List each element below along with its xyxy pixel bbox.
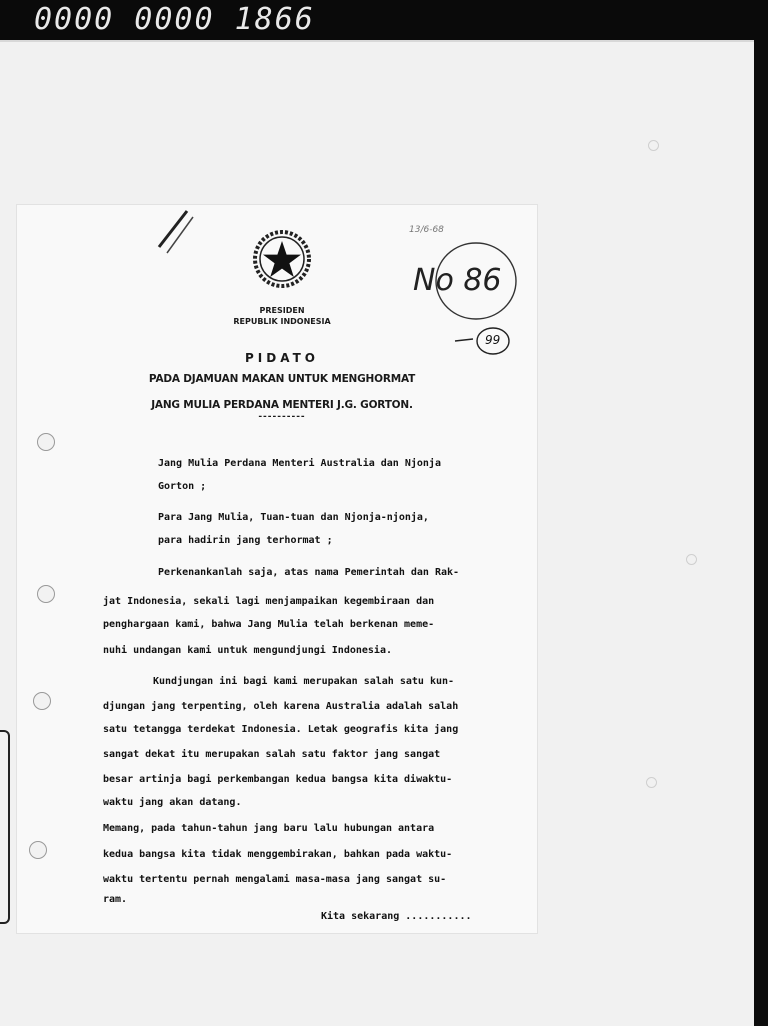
film-edge — [754, 40, 768, 1024]
pen-stroke — [137, 209, 197, 259]
speech-title: PIDATO — [245, 351, 319, 365]
body-line: jat Indonesia, sekali lagi menjampaikan kegembiraan dan — [103, 596, 435, 607]
body-line: waktu jang akan datang. — [103, 797, 242, 808]
body-line: nuhi undangan kami untuk mengundjungi Indonesia. — [103, 645, 392, 656]
frame-number: 0000 0000 1866 — [34, 2, 315, 37]
handwritten-date: 13/6-68 — [409, 225, 444, 235]
body-line: satu tetangga terdekat Indonesia. Letak geografis kita jang — [103, 724, 459, 735]
body-line: Para Jang Mulia, Tuan-tuan dan Njonja-njonja, — [158, 512, 429, 523]
film-speck — [686, 554, 697, 565]
speech-subtitle-line-2: JANG MULIA PERDANA MENTERI J.G. GORTON. — [151, 399, 413, 411]
body-line: para hadirin jang terhormat ; — [158, 535, 333, 546]
title-underline: ---------- — [258, 412, 306, 422]
body-line: djungan jang terpenting, oleh karena Australia adalah salah — [103, 701, 459, 712]
binder-clip-mark — [0, 730, 10, 924]
body-line: ram. — [103, 894, 128, 905]
body-line: Perkenankanlah saja, atas nama Pemerintah dan Rak- — [158, 567, 460, 578]
body-line: Kundjungan ini bagi kami merupakan salah satu kun- — [153, 676, 455, 687]
punch-hole — [33, 692, 51, 710]
body-line: sangat dekat itu merupakan salah satu faktor jang sangat — [103, 749, 441, 760]
speech-subtitle-line-1: PADA DJAMUAN MAKAN UNTUK MENGHORMAT — [148, 373, 416, 385]
circled-number: 99 — [485, 333, 501, 347]
punch-hole — [37, 433, 55, 451]
handwritten-number: No 86 — [413, 263, 502, 298]
punch-hole — [29, 841, 47, 859]
speech-document — [17, 205, 537, 933]
microfilm-header-bar — [0, 0, 768, 40]
letterhead-line-2: REPUBLIK INDONESIA — [233, 317, 331, 326]
body-line: kedua bangsa kita tidak menggembirakan, bahkan pada waktu- — [103, 849, 453, 860]
punch-hole — [37, 585, 55, 603]
body-line: Gorton ; — [158, 481, 207, 492]
body-line: penghargaan kami, bahwa Jang Mulia telah berkenan meme- — [103, 619, 435, 630]
body-line: besar artinja bagi perkembangan kedua bangsa kita diwaktu- — [103, 774, 453, 785]
body-line: Jang Mulia Perdana Menteri Australia dan Njonja — [158, 458, 441, 469]
presidential-seal-icon — [252, 229, 312, 289]
film-speck — [646, 777, 657, 788]
number-circle — [431, 239, 521, 329]
letterhead-line-1: PRESIDEN — [259, 306, 305, 315]
body-line: Memang, pada tahun-tahun jang baru lalu hubungan antara — [103, 823, 435, 834]
film-speck — [648, 140, 659, 151]
catchword: Kita sekarang ........... — [321, 911, 472, 922]
body-line: waktu tertentu pernah mengalami masa-masa jang sangat su- — [103, 874, 447, 885]
